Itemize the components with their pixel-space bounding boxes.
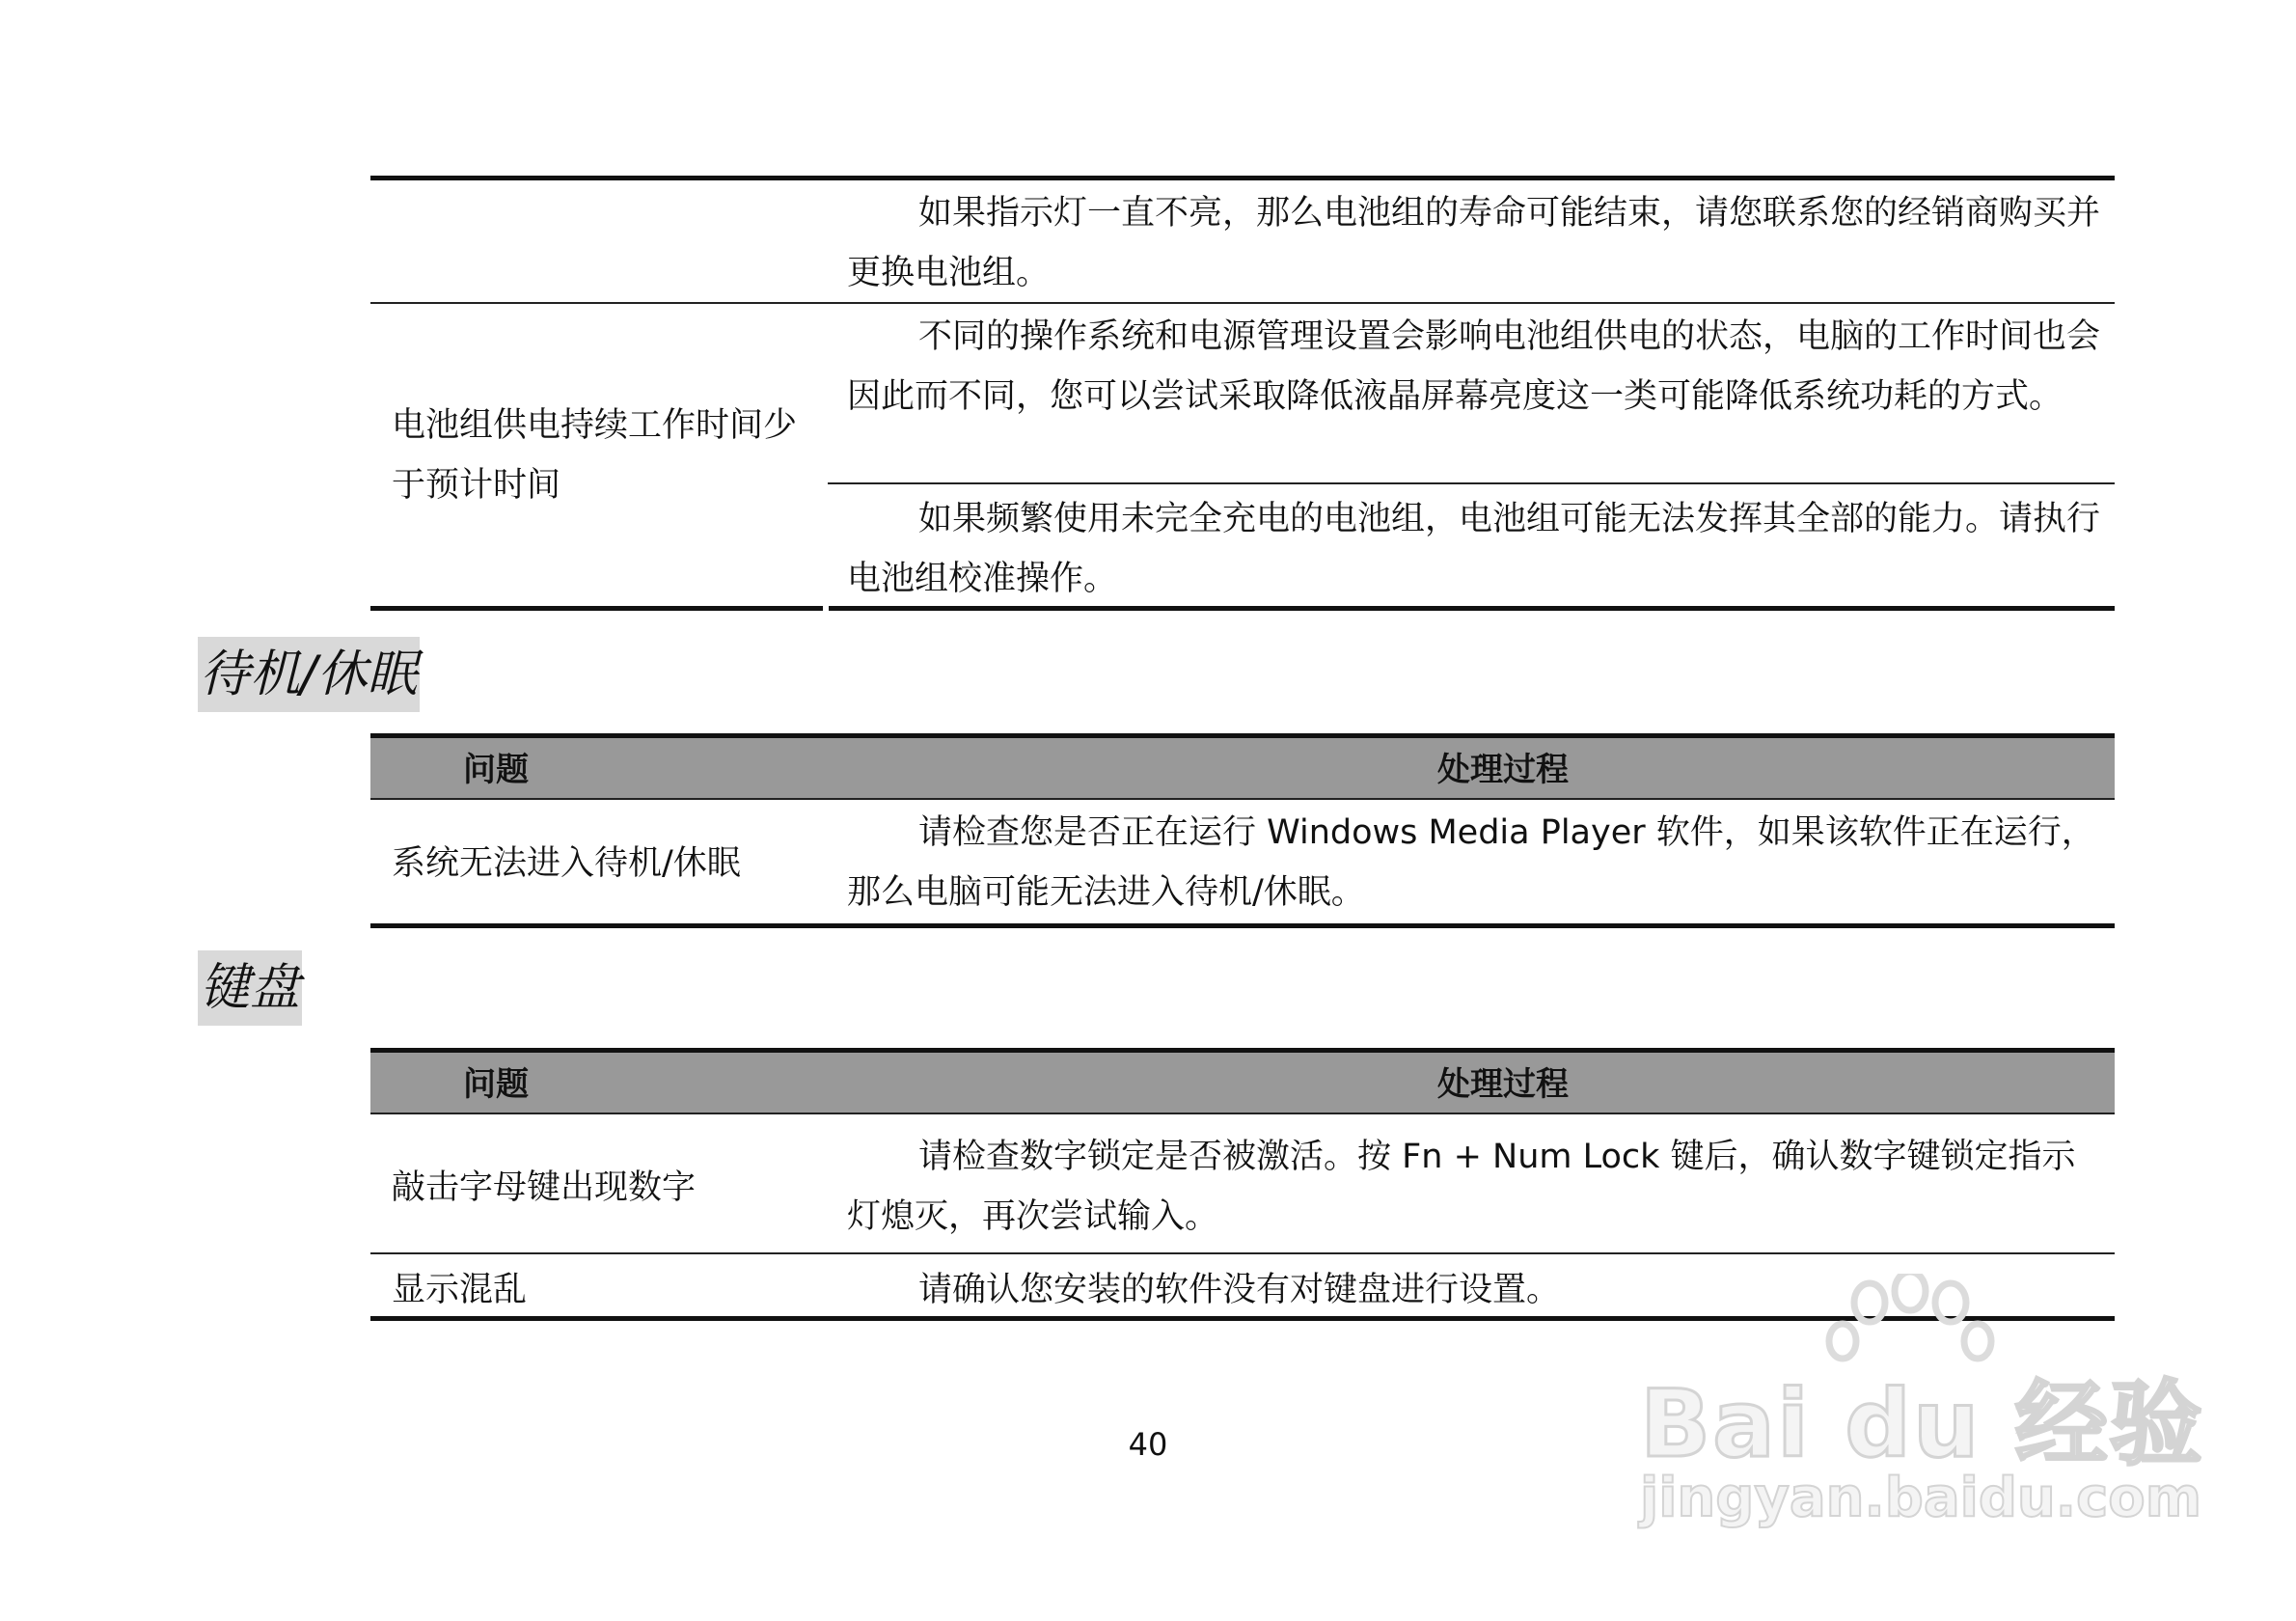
table-header-row [370,1053,2115,1113]
table-bottom-border [370,606,2115,611]
table-top-border [370,176,2115,180]
header-solution: 处理过程 [1437,751,1569,789]
column-gap [823,604,829,613]
battery-row1-solution: 如果指示灯一直不亮，那么电池组的寿命可能结束，请您联系您的经销商购买并更换电池组。 [847,194,2101,292]
keyboard-row1-solution: 请检查数字锁定是否被激活。按 Fn + Num Lock 键后，确认数字键锁定指示灯熄灭，再次尝试输入。 [847,1138,2076,1236]
standby-row-problem: 系统无法进入待机/休眠 [392,844,741,883]
row-divider [370,1252,2115,1254]
keyboard-row2-problem: 显示混乱 [392,1271,528,1309]
table-bottom-border [370,923,2115,928]
battery-row2-solution-b: 如果频繁使用未完全充电的电池组，电池组可能无法发挥其全部的能力。请执行电池组校准操作。 [847,500,2101,598]
battery-row2-solution-a: 不同的操作系统和电源管理设置会影响电池组供电的状态，电脑的工作时间也会因此而不同，您可以尝试采取降低液晶屏幕亮度这一类可能降低系统功耗的方式。 [847,317,2101,416]
table-header-row [370,738,2115,798]
section-heading-keyboard: 键盘 [198,950,302,1026]
watermark-logo-text: Bai du 经验 [1640,1370,2204,1478]
header-problem: 问题 [463,1065,529,1104]
section-heading-standby: 待机/休眠 [198,637,420,712]
battery-row2-problem: 电池组供电持续工作时间少于预计时间 [392,406,798,505]
watermark-url: jingyan.baidu.com [1640,1467,2202,1529]
header-solution: 处理过程 [1437,1065,1569,1104]
header-problem: 问题 [463,751,529,789]
header-divider [370,1113,2115,1114]
row-divider [828,482,2115,484]
page-number: 40 [1128,1426,1168,1463]
keyboard-row1-problem: 敲击字母键出现数字 [392,1168,697,1207]
standby-row-solution: 请检查您是否正在运行 Windows Media Player 软件，如果该软件正在运行，那么电脑可能无法进入待机/休眠。 [847,813,2095,912]
row-divider [370,302,2115,304]
keyboard-row2-solution: 请确认您安装的软件没有对键盘进行设置。 [918,1271,1561,1309]
header-divider [370,798,2115,800]
